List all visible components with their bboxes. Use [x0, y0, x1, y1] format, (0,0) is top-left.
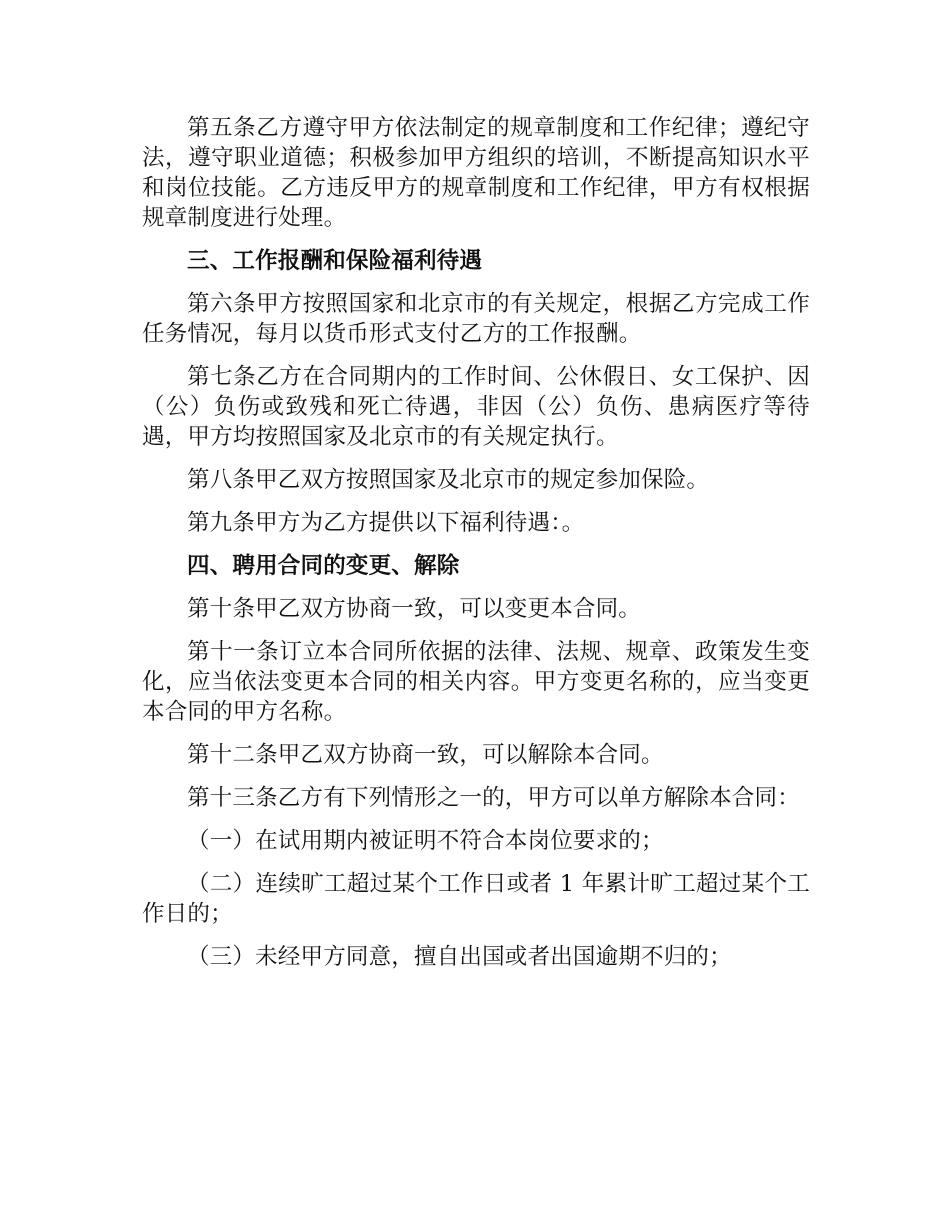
section-3-heading: 三、工作报酬和保险福利待遇	[187, 248, 483, 274]
article-13-paragraph: 第十三条乙方有下列情形之一的，甲方可以单方解除本合同：	[187, 785, 800, 811]
article-13-item-1: （一）在试用期内被证明不符合本岗位要求的；	[187, 828, 664, 854]
article-12-paragraph: 第十二条甲乙双方协商一致，可以解除本合同。	[187, 742, 664, 768]
article-10-paragraph: 第十条甲乙双方协商一致，可以变更本合同。	[187, 596, 642, 622]
article-5-paragraph: 第五条乙方遵守甲方依法制定的规章制度和工作纪律；遵纪守法，遵守职业道德；积极参加甲方组织的培训，不断提高知识水平和岗位技能。乙方违反甲方的规章制度和工作纪律，甲方有权根据规章制度进行处理。	[142, 115, 810, 231]
article-7-paragraph: 第七条乙方在合同期内的工作时间、公休假日、女工保护、因（公）负伤或致残和死亡待遇，非因（公）负伤、患病医疗等待遇，甲方均按照国家及北京市的有关规定执行。	[142, 364, 810, 450]
article-9-paragraph: 第九条甲方为乙方提供以下福利待遇：。	[187, 510, 585, 536]
article-13-item-2: （二）连续旷工超过某个工作日或者 1 年累计旷工超过某个工作日的；	[142, 871, 810, 927]
article-11-paragraph: 第十一条订立本合同所依据的法律、法规、规章、政策发生变化，应当依法变更本合同的相关内容。甲方变更名称的，应当变更本合同的甲方名称。	[142, 639, 810, 725]
article-13-item-3: （三）未经甲方同意，擅自出国或者出国逾期不归的；	[187, 944, 732, 970]
article-6-paragraph: 第六条甲方按照国家和北京市的有关规定，根据乙方完成工作任务情况，每月以货币形式支付乙方的工作报酬。	[142, 291, 810, 347]
section-4-heading: 四、聘用合同的变更、解除	[187, 553, 460, 579]
document-body	[142, 113, 810, 985]
article-8-paragraph: 第八条甲乙双方按照国家及北京市的规定参加保险。	[187, 467, 710, 493]
